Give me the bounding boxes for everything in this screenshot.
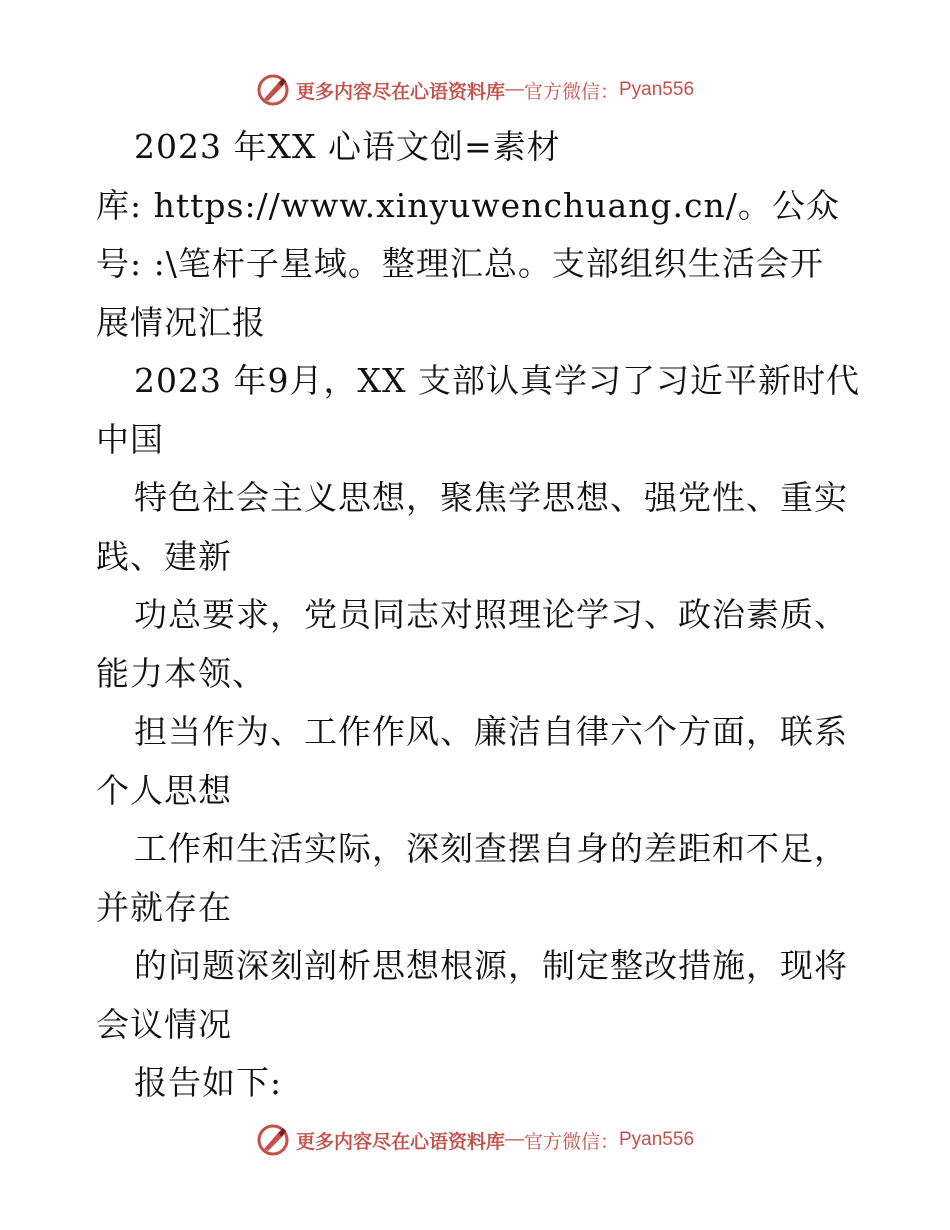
text-line: 2023 年9月，XX 支部认真学习了习近平新时代 — [134, 361, 860, 400]
text-line: 库: https://www.xinyuwenchuang.cn/。公众 — [96, 185, 840, 225]
text-line: 特色社会主义思想，聚焦学思想、强党性、重实 — [134, 478, 848, 517]
text-line: 能力本领、 — [96, 653, 266, 693]
watermark-id: Pyan556 — [619, 79, 695, 100]
text-line: 工作和生活实际，深刻查摆自身的差距和不足， — [134, 829, 848, 868]
text-line: 担当作为、工作作风、廉洁自律六个方面，联系 — [134, 712, 848, 751]
text-line: 践、建新 — [96, 536, 232, 576]
watermark-dash: — — [504, 1129, 524, 1150]
header-watermark — [0, 70, 950, 110]
footer-watermark — [0, 1120, 950, 1160]
text-line: 号: :\笔杆子星域。整理汇总。支部组织生活会开 — [96, 244, 824, 283]
watermark-text: 更多内容尽在心语资料库 — [295, 80, 505, 103]
text-line: 并就存在 — [96, 887, 232, 927]
pen-logo-icon — [256, 1123, 290, 1157]
pen-logo-icon — [256, 73, 290, 107]
text-line: 会议情况 — [96, 1004, 232, 1044]
watermark-label: 官方微信： — [523, 1130, 619, 1153]
watermark-text: 更多内容尽在心语资料库 — [295, 1130, 505, 1153]
watermark-id: Pyan556 — [619, 1129, 695, 1150]
text-line: 中国 — [96, 419, 164, 459]
text-line: 的问题深刻剖析思想根源，制定整改措施，现将 — [134, 946, 848, 985]
document-body — [96, 118, 860, 1113]
text-line: 报告如下: — [134, 1063, 283, 1102]
text-line: 个人思想 — [96, 770, 232, 810]
watermark-label: 官方微信： — [523, 80, 619, 103]
watermark-dash: — — [504, 79, 524, 100]
text-line: 2023 年XX 心语文创=素材 — [134, 127, 561, 166]
text-line: 功总要求，党员同志对照理论学习、政治素质、 — [134, 595, 848, 634]
text-line: 展情况汇报 — [96, 302, 266, 342]
